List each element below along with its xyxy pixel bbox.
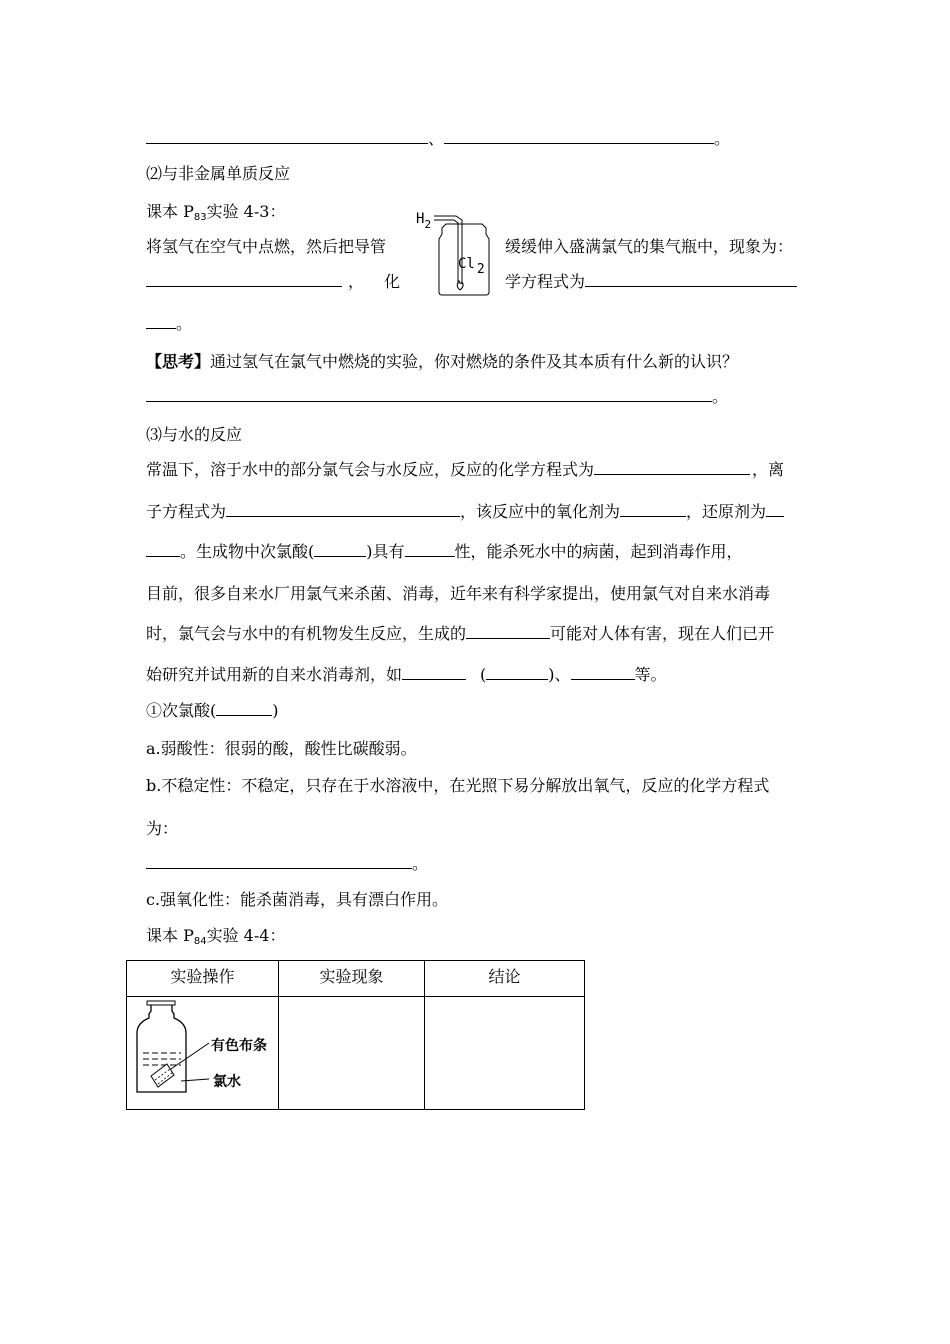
h2-label: $H_2$ <box>416 211 432 231</box>
cloth-label: 有色布条 <box>211 1038 267 1054</box>
hclo-c: c.强氧化性：能杀菌消毒，具有漂白作用。 <box>146 890 449 909</box>
para-line-4: 目前，很多自来水厂用氯气来杀菌、消毒，近年来有科学家提出，使用氯气对自来水消毒 <box>146 584 771 603</box>
section-2-title: ⑵与非金属单质反应 <box>146 164 291 183</box>
exp-4-3-tail: 。 <box>146 313 192 335</box>
conclusion-cell[interactable] <box>425 997 585 1110</box>
observation-cell[interactable] <box>279 997 425 1110</box>
cl2-label: Cl 2 <box>458 256 485 277</box>
blank[interactable] <box>216 700 272 716</box>
para-line-1: 常温下，溶于水中的部分氯气会与水反应，反应的化学方程式为 ，离 <box>146 460 785 479</box>
answer-line-1 <box>146 128 730 150</box>
experiment-table <box>126 960 585 1110</box>
para-line-3: 。生成物中次氯酸( )具有 性，能杀死水中的病菌，起到消毒作用， <box>146 541 743 563</box>
blank[interactable] <box>444 128 714 144</box>
operation-cell <box>127 997 279 1110</box>
header-cell: 实验现象 <box>279 961 425 997</box>
exp-4-3-blank-line: ， 化 <box>146 271 400 293</box>
exp-4-3-equation-line: 学方程式为 <box>505 271 797 293</box>
blank[interactable] <box>146 853 412 869</box>
blank[interactable] <box>571 664 635 680</box>
think-tag: 【思考】 <box>146 352 211 371</box>
blank[interactable] <box>620 501 686 517</box>
blank[interactable] <box>314 541 366 557</box>
blank[interactable] <box>486 664 548 680</box>
gas-bottle-figure <box>412 206 496 298</box>
blank[interactable] <box>146 128 428 144</box>
line-end: 。 <box>714 129 731 148</box>
blank[interactable] <box>594 459 750 475</box>
stopper <box>147 1001 175 1005</box>
blank[interactable] <box>766 501 784 517</box>
cloth-strip <box>151 1064 174 1087</box>
label-leader <box>171 1043 209 1069</box>
exp-4-3-text-b: 缓缓伸入盛满氯气的集气瓶中，现象为： <box>505 237 794 256</box>
blank[interactable] <box>146 386 712 402</box>
hclo-title: ①次氯酸( ) <box>146 701 279 720</box>
hclo-b2: 为： <box>146 819 179 838</box>
label-leader <box>181 1079 209 1081</box>
table-header-row <box>127 961 585 997</box>
exp-4-3-text-a: 将氢气在空气中点燃，然后把导管 <box>146 237 387 256</box>
flame-icon <box>457 281 463 290</box>
exp-4-3-ref: 课本 $P_{83}$实验 4-3： <box>146 202 286 223</box>
table-row <box>127 997 585 1110</box>
delivery-tube <box>434 216 462 284</box>
hclo-b-answer: 。 <box>146 853 428 875</box>
separator: 、 <box>428 129 445 148</box>
chlorine-water-label: 氯水 <box>213 1074 241 1090</box>
para-line-5: 时，氯气会与水中的有机物发生反应，生成的 可能对人体有害，现在人们已开 <box>146 624 775 643</box>
think-line: 【思考】通过氢气在氯气中燃烧的实验，你对燃烧的条件及其本质有什么新的认识？ <box>146 352 739 371</box>
think-answer-line: 。 <box>146 386 728 408</box>
para-line-2: 子方程式为 ，该反应中的氧化剂为 ，还原剂为 <box>146 501 784 523</box>
blank[interactable] <box>146 271 342 287</box>
hclo-b: b.不稳定性：不稳定，只存在于水溶液中，在光照下易分解放出氧气，反应的化学方程式 <box>146 776 770 795</box>
blank[interactable] <box>226 501 460 517</box>
exp-4-4-ref: 课本 $P_{84}$实验 4-4： <box>146 926 286 947</box>
blank[interactable] <box>466 623 550 639</box>
para-line-6: 始研究并试用新的自来水消毒剂，如 ( )、 等。 <box>146 665 667 684</box>
hclo-a: a.弱酸性：很弱的酸，酸性比碳酸弱。 <box>146 739 417 758</box>
blank[interactable] <box>405 541 455 557</box>
blank[interactable] <box>146 313 176 329</box>
section-3-title: ⑶与水的反应 <box>146 425 243 444</box>
header-cell: 实验操作 <box>127 961 279 997</box>
blank[interactable] <box>402 664 466 680</box>
blank[interactable] <box>146 541 180 557</box>
blank[interactable] <box>585 271 797 287</box>
header-cell: 结论 <box>425 961 585 997</box>
